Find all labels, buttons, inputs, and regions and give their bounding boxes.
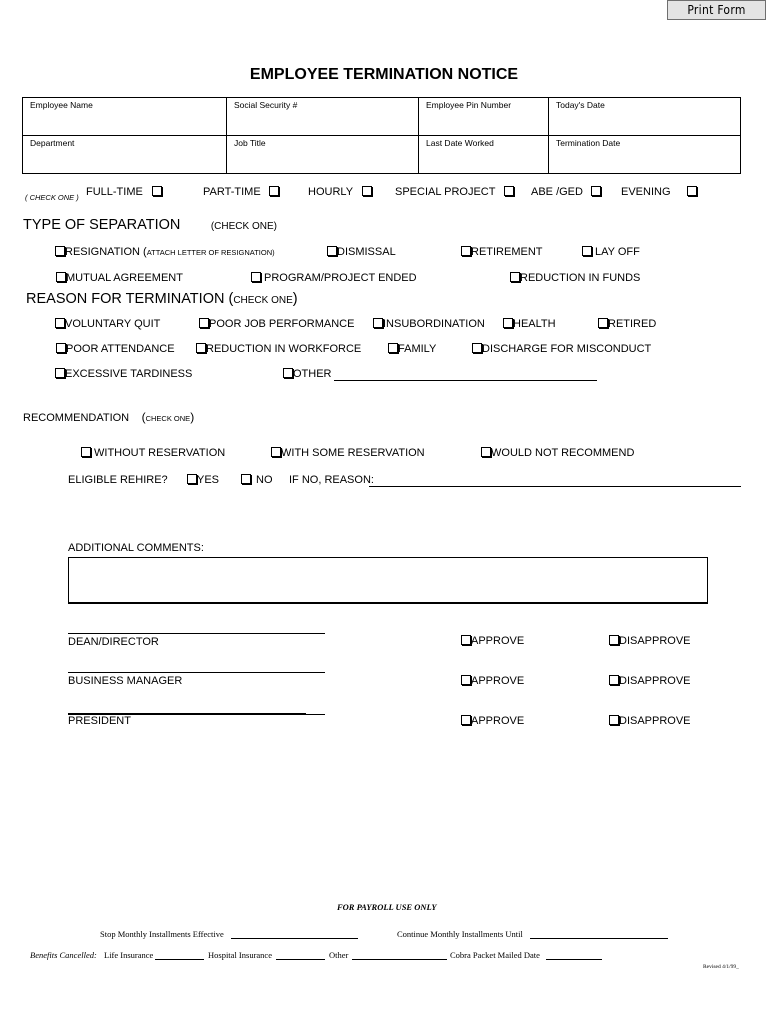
separation-heading: TYPE OF SEPARATION (CHECK ONE) [23,217,277,233]
reduction-funds-option[interactable] [510,272,640,284]
part-time-label: PART-TIME [203,186,261,198]
without-reservation-checkbox[interactable] [81,447,91,457]
other-payroll-label: Other [329,950,349,960]
dean-approve-checkbox[interactable] [461,635,471,645]
poor-attendance-option[interactable] [56,343,175,355]
stop-installments-line[interactable] [231,938,358,939]
excessive-tardiness-checkbox[interactable] [55,368,65,378]
business-approve-option[interactable] [461,675,524,687]
ssn-label: Social Security # [234,100,298,110]
with-some-reservation-checkbox[interactable] [271,447,281,457]
resignation-option[interactable] [55,246,275,258]
form-title: EMPLOYEE TERMINATION NOTICE [249,66,519,83]
employee-pin-field[interactable] [419,98,549,136]
hourly-label: HOURLY [308,186,353,198]
special-project-option[interactable] [395,186,514,198]
dean-director-label: DEAN/DIRECTOR [68,636,159,648]
rehire-no-option[interactable] [241,474,273,486]
hourly-checkbox[interactable] [362,186,372,196]
other-reason-label: OTHER [293,368,332,380]
family-checkbox[interactable] [388,343,398,353]
reduction-workforce-checkbox[interactable] [196,343,206,353]
print-form-button[interactable]: Print Form [667,0,766,20]
president-approve-option[interactable] [461,715,524,727]
department-field[interactable] [23,136,227,174]
president-disapprove-option[interactable] [609,715,691,727]
other-reason-checkbox[interactable] [283,368,293,378]
poor-attendance-label: POOR ATTENDANCE [66,343,175,355]
rehire-no-label: NO [256,474,273,486]
dismissal-option[interactable] [327,246,396,258]
retirement-option[interactable] [461,246,543,258]
without-reservation-option[interactable] [81,447,225,459]
department-label: Department [30,138,75,148]
evening-label: EVENING [621,186,671,198]
hospital-insurance-line[interactable] [276,959,325,960]
additional-comments-box[interactable] [68,557,708,604]
evening-option[interactable] [621,186,697,198]
abe-ged-label: ABE /GED [531,186,583,198]
lay-off-checkbox[interactable] [582,246,592,256]
benefits-cancelled-label: Benefits Cancelled: [30,950,97,960]
recommendation-heading: RECOMMENDATION (CHECK ONE) [23,410,195,424]
president-label: PRESIDENT [68,715,131,727]
discharge-label: DISCHARGE FOR MISCONDUCT [482,343,652,355]
health-option[interactable] [503,318,556,330]
retired-checkbox[interactable] [598,318,608,328]
voluntary-quit-label: VOLUNTARY QUIT [65,318,161,330]
business-manager-label: BUSINESS MANAGER [68,675,183,687]
if-no-reason-label: IF NO, REASON: [289,474,374,486]
without-reservation-label: WITHOUT RESERVATION [94,447,226,459]
discharge-checkbox[interactable] [472,343,482,353]
business-manager-signature-line[interactable] [68,672,325,673]
life-insurance-line[interactable] [155,959,204,960]
if-no-reason-line[interactable] [369,486,741,487]
special-project-label: SPECIAL PROJECT [395,186,496,198]
employee-info-table [22,97,741,174]
with-some-reservation-option[interactable] [271,447,425,459]
excessive-tardiness-label: EXCESSIVE TARDINESS [65,368,193,380]
with-some-reservation-label: WITH SOME RESERVATION [281,447,425,459]
todays-date-field[interactable] [549,98,741,136]
rehire-no-checkbox[interactable] [241,474,251,484]
revised-date: Revised 4/1/99_ [703,964,739,970]
business-approve-checkbox[interactable] [461,675,471,685]
reduction-workforce-option[interactable] [196,343,361,355]
cobra-line[interactable] [546,959,602,960]
would-not-recommend-label: WOULD NOT RECOMMEND [491,447,635,459]
family-option[interactable] [388,343,436,355]
retirement-label: RETIREMENT [471,246,543,258]
last-date-worked-field[interactable] [419,136,549,174]
employee-name-label: Employee Name [30,100,93,110]
poor-attendance-checkbox[interactable] [56,343,66,353]
program-ended-option[interactable] [251,272,417,284]
mutual-agreement-label: MUTUAL AGREEMENT [66,272,183,284]
termination-date-field[interactable] [549,136,741,174]
full-time-checkbox[interactable] [152,186,162,196]
dean-disapprove-option[interactable] [609,635,691,647]
dean-approve-option[interactable] [461,635,524,647]
hourly-option[interactable] [308,186,372,198]
president-disapprove-label: DISAPPROVE [619,715,691,727]
full-time-option[interactable] [86,186,162,198]
todays-date-label: Today's Date [556,100,605,110]
termination-date-label: Termination Date [556,138,621,148]
dean-disapprove-label: DISAPPROVE [619,635,691,647]
program-ended-checkbox[interactable] [251,272,261,282]
life-insurance-label: Life Insurance [104,950,154,960]
ssn-field[interactable] [227,98,419,136]
resignation-note: ATTACH LETTER OF RESIGNATION) [146,248,275,257]
poor-job-performance-option[interactable] [199,318,354,330]
special-project-checkbox[interactable] [504,186,514,196]
would-not-recommend-checkbox[interactable] [481,447,491,457]
discharge-option[interactable] [472,343,651,355]
business-disapprove-label: DISAPPROVE [619,675,691,687]
retired-label: RETIRED [608,318,657,330]
last-date-worked-label: Last Date Worked [426,138,494,148]
program-ended-label: PROGRAM/PROJECT ENDED [264,272,417,284]
reduction-workforce-label: REDUCTION IN WORKFORCE [206,343,362,355]
voluntary-quit-option[interactable] [55,318,160,330]
poor-job-performance-label: POOR JOB PERFORMANCE [209,318,355,330]
dean-disapprove-checkbox[interactable] [609,635,619,645]
poor-job-performance-checkbox[interactable] [199,318,209,328]
reduction-funds-checkbox[interactable] [510,272,520,282]
dismissal-checkbox[interactable] [327,246,337,256]
employment-check-one: ( CHECK ONE ) [25,193,79,202]
abe-ged-checkbox[interactable] [591,186,601,196]
rehire-yes-option[interactable] [187,474,219,486]
part-time-option[interactable] [203,186,279,198]
health-checkbox[interactable] [503,318,513,328]
cobra-label: Cobra Packet Mailed Date [450,950,540,960]
president-approve-label: APPROVE [471,715,525,727]
president-disapprove-checkbox[interactable] [609,715,619,725]
resignation-label: RESIGNATION ( [65,246,147,258]
other-reason-line[interactable] [334,380,597,381]
president-approve-checkbox[interactable] [461,715,471,725]
dean-approve-label: APPROVE [471,635,525,647]
lay-off-label: LAY OFF [595,246,640,258]
president-signature-line-end [306,714,325,715]
reduction-funds-label: REDUCTION IN FUNDS [520,272,641,284]
continue-installments-line[interactable] [530,938,668,939]
excessive-tardiness-option[interactable] [55,368,192,380]
evening-checkbox[interactable] [687,186,697,196]
job-title-field[interactable] [227,136,419,174]
retirement-checkbox[interactable] [461,246,471,256]
insubordination-label: INSUBORDINATION [383,318,485,330]
hospital-insurance-label: Hospital Insurance [208,950,272,960]
stop-installments-label: Stop Monthly Installments Effective [100,929,224,939]
continue-installments-label: Continue Monthly Installments Until [397,929,523,939]
employee-pin-label: Employee Pin Number [426,100,512,110]
rehire-yes-label: YES [197,474,220,486]
health-label: HEALTH [513,318,556,330]
voluntary-quit-checkbox[interactable] [55,318,65,328]
resignation-checkbox[interactable] [55,246,65,256]
family-label: FAMILY [398,343,437,355]
payroll-heading: FOR PAYROLL USE ONLY [337,902,437,912]
other-payroll-line[interactable] [352,959,447,960]
rehire-yes-checkbox[interactable] [187,474,197,484]
dismissal-label: DISMISSAL [337,246,396,258]
lay-off-option[interactable] [582,246,640,258]
employee-name-field[interactable] [23,98,227,136]
dean-signature-line[interactable] [68,633,325,634]
insubordination-option[interactable] [373,318,485,330]
abe-ged-option[interactable] [531,186,601,198]
part-time-checkbox[interactable] [269,186,279,196]
job-title-label: Job Title [234,138,266,148]
mutual-agreement-option[interactable] [56,272,183,284]
additional-comments-label: ADDITIONAL COMMENTS: [68,542,204,554]
insubordination-checkbox[interactable] [373,318,383,328]
mutual-agreement-checkbox[interactable] [56,272,66,282]
business-disapprove-checkbox[interactable] [609,675,619,685]
business-approve-label: APPROVE [471,675,525,687]
reason-heading: REASON FOR TERMINATION (CHECK ONE) [26,291,298,307]
retired-option[interactable] [598,318,656,330]
would-not-recommend-option[interactable] [481,447,634,459]
eligible-rehire-label: ELIGIBLE REHIRE? [68,474,168,486]
full-time-label: FULL-TIME [86,186,143,198]
other-reason-option[interactable] [283,368,332,380]
business-disapprove-option[interactable] [609,675,691,687]
